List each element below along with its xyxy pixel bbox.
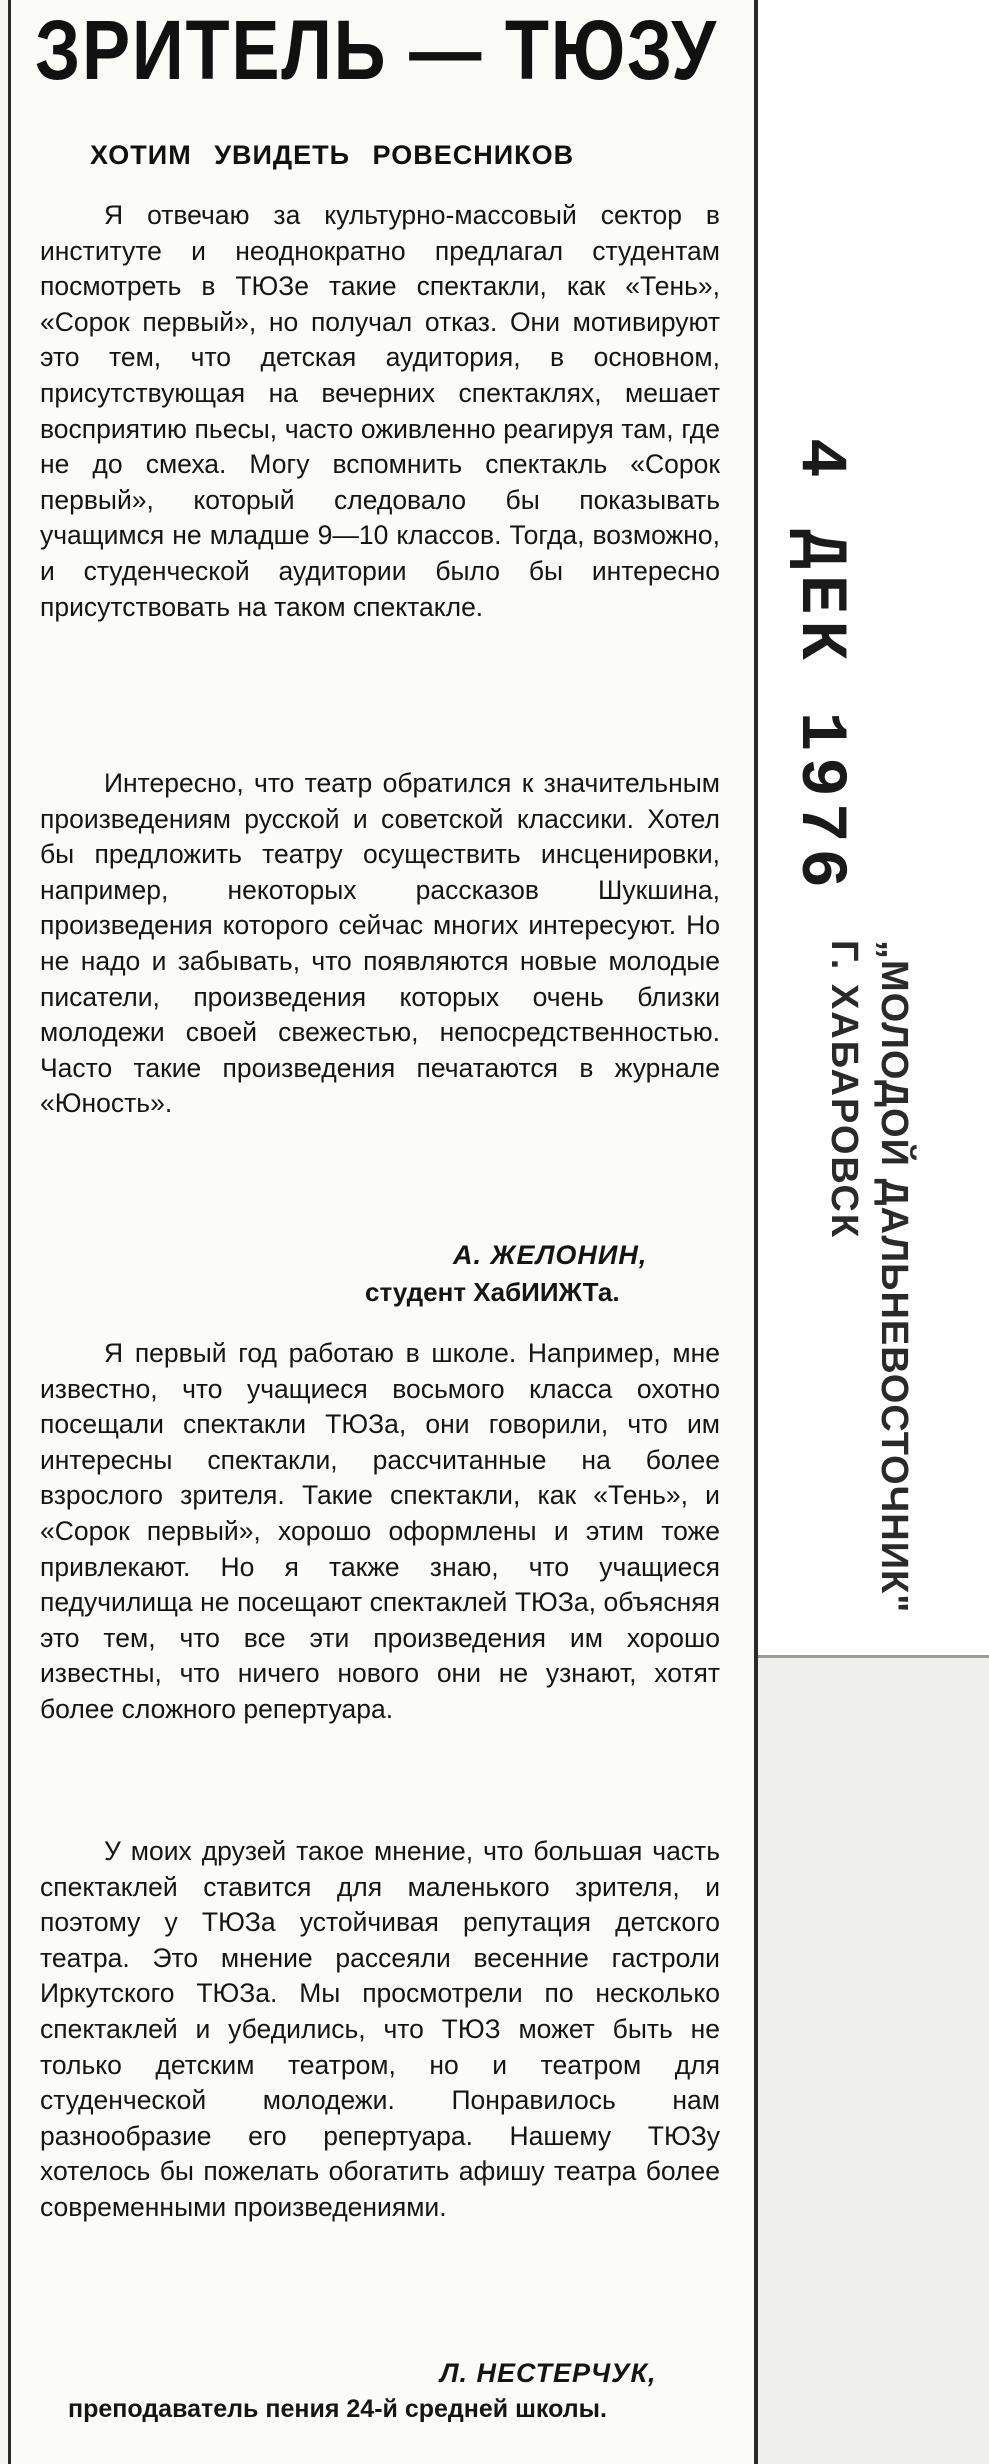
masthead: ЗРИТЕЛЬ — ТЮЗУ	[35, 3, 718, 97]
paragraph-3: Я первый год работаю в школе. Например, мне известно, что учащиеся восьмого класса охотно посещали спектакли ТЮЗа, они говорили, что им интересны спектакли, рассчитанные на более взрослого зрителя. Такие спектакли, как «Тень», и «Сорок первый», хорошо оформлены и этим тоже привлекают. Но я также знаю, что учащиеся педучилища не посещают спектаклей ТЮЗа, объясняя это тем, что все эти произведения им хорошо известны, что ничего нового они не узнают, хотят более сложного репертуара.	[40, 1338, 720, 1724]
paragraph-1: Я отвечаю за культурно-массовый сектор в институте и неоднократно предлагал студентам посмотреть в ТЮЗе такие спектакли, как «Тень», «Сорок первый», но получал отказ. Они мотивируют это тем, что детская аудитория, в основном, присутствующая на вечерних спектаклях, мешает восприятию пьесы, часто оживленно реагируя там, где не до смеха. Могу вспомнить спектакль «Сорок первый», который следовало бы показывать учащимся не младше 9—10 классов. Тогда, возможно, и студенческой аудитории было бы интересно присутствовать на таком спектакле.	[40, 200, 720, 622]
article-headline: ХОТИМ УВИДЕТЬ РОВЕСНИКОВ	[90, 140, 575, 170]
newspaper-name-stamp: „МОЛОДОЙ ДАЛЬНЕВОСТОЧНИК"	[873, 940, 915, 1614]
paragraph-2: Интересно, что театр обратился к значительным произведениям русской и советской классики. Хотел бы предложить театру осуществить инсценировки, например, некоторых рассказов Шукшина, произведения которого сейчас многих интересуют. Но не надо и забывать, что появляются новые молодые писатели, произведения которых очень близки молодежи своей свежестью, непосредственностью. Часто такие произведения печатаются в журнале «Юность».	[40, 768, 720, 1119]
author-1-name: А. ЖЕЛОНИН,	[453, 1240, 648, 1270]
author-2-role: преподаватель пения 24-й средней школы.	[68, 2395, 607, 2423]
city-stamp: Г. ХАБАРОВСК	[823, 940, 865, 1240]
author-2-name: Л. НЕСТЕРЧУК,	[440, 2358, 657, 2388]
paragraph-4: У моих друзей такое мнение, что большая часть спектаклей ставится для маленького зрителя, и поэтому у ТЮЗа устойчивая репутация детского театра. Это мнение рассеяли весенние гастроли Иркутского ТЮЗа. Мы просмотрели по несколько спектаклей и убедились, что ТЮЗ может быть не только детским театром, но и театром для студенческой молодежи. Понравилось нам разнообразие его репертуара. Нашему ТЮЗу хотелось бы пожелать обогатить афишу театра более современными произведениями.	[40, 1836, 720, 2222]
date-stamp: 4 ДЕК 1976	[783, 438, 858, 895]
author-1-role: студент ХабИИЖТа.	[365, 1277, 620, 1307]
